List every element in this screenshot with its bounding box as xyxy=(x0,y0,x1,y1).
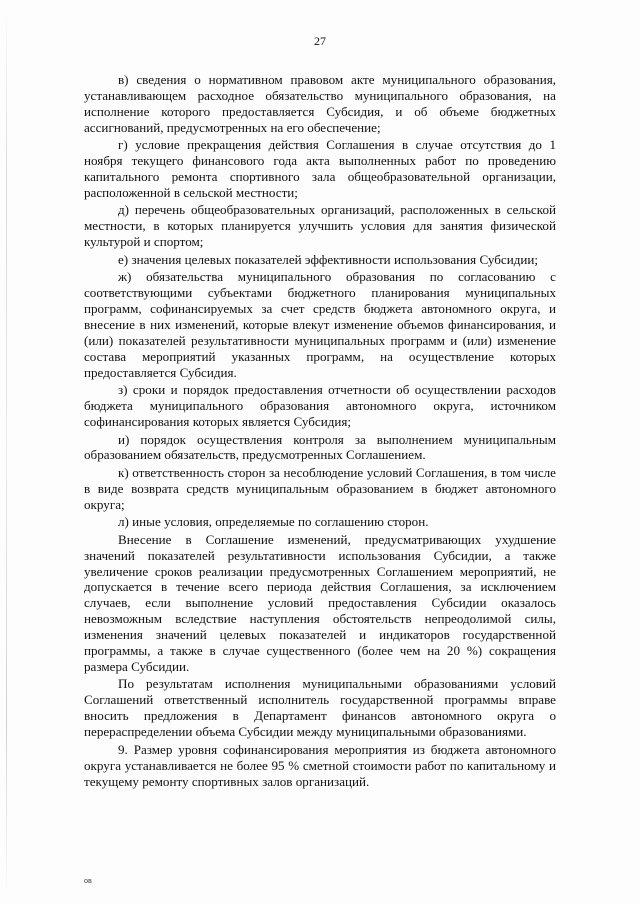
paragraph: з) сроки и порядок предоставления отчетности об осуществлении расходов бюджета муниципального образования автономного округа, источником софинансирования которых является Субсидия; xyxy=(84,382,556,429)
paragraph: в) сведения о нормативном правовом акте муниципального образования, устанавливающем расходное обязательство муниципального образования, на исполнение которого предоставляется Субсидия, и об объеме бюджетных ассигнований, предусмотренных на его обеспечение; xyxy=(84,72,556,135)
paragraph: г) условие прекращения действия Соглашения в случае отсутствия до 1 ноября текущего финансового года акта выполненных работ по проведению капитального ремонта спортивного зала общеобразовательной организации, расположенной в сельской местности; xyxy=(84,137,556,200)
paragraph: к) ответственность сторон за несоблюдение условий Соглашения, в том числе в виде возврата средств муниципальным образованием в бюджет автономного округа; xyxy=(84,464,556,512)
paragraph: е) значения целевых показателей эффективности использования Субсидии; xyxy=(118,251,539,267)
paragraph: Внесение в Соглашение изменений, предусматривающих ухудшение значений показателей результативности использования Субсидии, а также увеличение сроков реализации предусмотренных Соглашением мероприятий, не допускается в течение всего периода действия Соглашения, за исключением случаев, если выполнение условий предоставления Субсидии оказалось невозможным вследствие наступления обстоятельств непреодолимой силы, изменения значений целевых показателей и индикаторов государственной программы, а также в случае существенного (более чем на 20 %) сокращения размера Субсидии. xyxy=(84,531,556,674)
page-number: 27 xyxy=(314,34,326,48)
footer-mark: ов xyxy=(84,876,92,885)
paragraph: л) иные условия, определяемые по соглашению сторон. xyxy=(118,514,429,530)
paragraph: д) перечень общеобразовательных организаций, расположенных в сельской местности, в которых планируется улучшить условия для занятия физической культурой и спортом; xyxy=(84,202,556,250)
scan-edge xyxy=(6,0,7,905)
paragraph: 9. Размер уровня софинансирования мероприятия из бюджета автономного округа устанавливается не более 95 % сметной стоимости работ по капитальному и текущему ремонту спортивных залов организаций. xyxy=(84,741,556,789)
document-body xyxy=(84,72,556,791)
paragraph: По результатам исполнения муниципальными образованиями условий Соглашений ответственный исполнитель государственной программы вправе вносить предложения в Департамент финансов автономного округа о перераспределении объема Субсидии между муниципальными образованиями. xyxy=(84,676,556,740)
paragraph: ж) обязательства муниципального образования по согласованию с соответствующими субъектами бюджетного планирования муниципальных программ, софинансируемых за счет средств бюджета автономного округа, и внесение в них изменений, которые влекут изменение объемов финансирования, и (или) показателей результативности муниципальных программ и (или) изменение состава мероприятий указанных программ, на осуществление которых предоставляется Субсидия. xyxy=(84,269,556,380)
paragraph: и) порядок осуществления контроля за выполнением муниципальным образованием обязательств, предусмотренных Соглашением. xyxy=(84,431,556,463)
